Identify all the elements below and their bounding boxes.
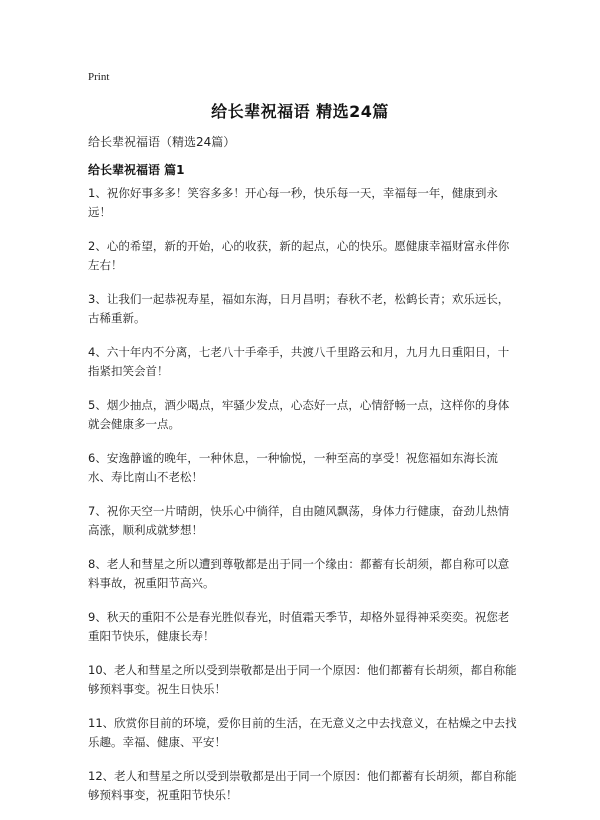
list-item: 1、祝你好事多多！笑容多多！开心每一秒，快乐每一天，幸福每一年，健康到永远！ (88, 186, 498, 219)
list-item: 7、祝你天空一片晴朗，快乐心中徜徉，自由随风飘荡，身体力行健康，奋劲儿热情高涨，顺利成就梦想！ (88, 504, 510, 537)
list-item: 11、欣赏你目前的环境，爱你目前的生活，在无意义之中去找意义，在枯燥之中去找乐趣。幸福、健康、平安！ (88, 716, 517, 749)
list-item: 2、心的希望，新的开始，心的收获，新的起点，心的快乐。愿健康幸福财富永伴你左右！ (88, 239, 510, 272)
document-subtitle: 给长辈祝福语（精选24篇） (88, 135, 236, 149)
print-label[interactable]: Print (88, 71, 110, 83)
list-item: 10、老人和彗星之所以受到崇敬都是出于同一个原因：他们都蓄有长胡须，都自称能够预料事变。祝生日快乐！ (88, 663, 517, 696)
greeting-list (88, 184, 518, 820)
list-item: 3、让我们一起恭祝寿星，福如东海，日月昌明；春秋不老，松鹤长青；欢乐远长，古稀重新。 (88, 292, 510, 325)
list-item: 8、老人和彗星之所以遭到尊敬都是出于同一个缘由：都蓄有长胡须，都自称可以意料事故，祝重阳节高兴。 (88, 557, 510, 590)
list-item: 12、老人和彗星之所以受到崇敬都是出于同一个原因：他们都蓄有长胡须，都自称能够预料事变，祝重阳节快乐！ (88, 769, 517, 802)
list-item: 9、秋天的重阳不公是春光胜似春光，时值霜天季节，却格外显得神采奕奕。祝您老重阳节快乐，健康长寿！ (88, 610, 510, 643)
list-item: 5、烟少抽点，酒少喝点，牢骚少发点，心态好一点，心情舒畅一点，这样你的身体就会健康多一点。 (88, 398, 510, 431)
page-title: 给长辈祝福语 精选24篇 (211, 102, 389, 121)
list-item: 4、六十年内不分离，七老八十手牵手，共渡八千里路云和月，九月九日重阳日，十指紧扣笑会首！ (88, 345, 510, 378)
list-item: 6、安逸静谧的晚年，一种休息，一种愉悦，一种至高的享受！祝您福如东海长流水、寿比南山不老松！ (88, 451, 498, 484)
section-heading: 给长辈祝福语 篇1 (88, 163, 185, 177)
